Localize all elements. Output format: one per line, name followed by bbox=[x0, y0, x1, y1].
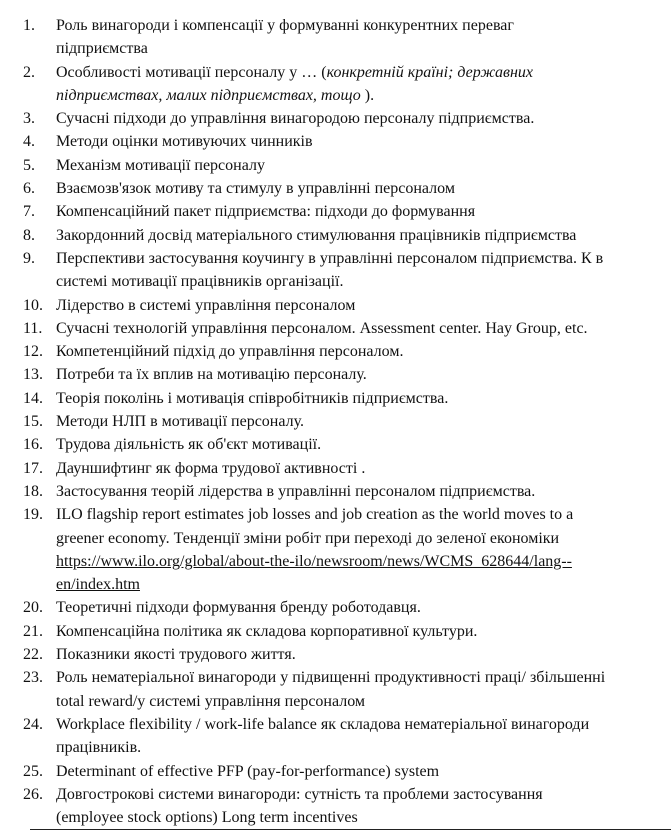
item-text-cont: total reward/у системі управління персоналом bbox=[56, 692, 366, 710]
item-text-line bbox=[56, 61, 671, 84]
item-number: 12. bbox=[23, 343, 43, 361]
list-item bbox=[0, 433, 671, 456]
page-bottom-rule bbox=[30, 829, 671, 830]
item-number: 5. bbox=[23, 156, 35, 174]
item-text-cont: підприємства bbox=[56, 40, 148, 58]
item-number: 14. bbox=[23, 389, 43, 407]
item-number: 25. bbox=[23, 762, 43, 780]
list-item bbox=[0, 480, 671, 503]
list-item bbox=[0, 387, 671, 410]
list-item bbox=[0, 61, 671, 108]
item-text-cont: greener economy. Тенденції зміни робіт при переході до зеленої економіки bbox=[56, 529, 560, 547]
item-number: 9. bbox=[23, 249, 35, 267]
list-item bbox=[0, 294, 671, 317]
list-item bbox=[0, 760, 671, 783]
list-item bbox=[0, 783, 671, 830]
list-item bbox=[0, 14, 671, 61]
item-number: 23. bbox=[23, 669, 43, 687]
item-text: Компенсаційна політика як складова корпоративної культури. bbox=[56, 622, 478, 640]
item-number: 10. bbox=[23, 296, 43, 314]
list-item bbox=[0, 224, 671, 247]
item-text: Особливості мотивації персоналу у … ( bbox=[56, 63, 327, 81]
list-item bbox=[0, 340, 671, 363]
item-text: Взаємозв'язок мотиву та стимулу в управлінні персоналом bbox=[56, 180, 455, 198]
item-text: Закордонний досвід матеріального стимулювання працівників підприємства bbox=[56, 226, 577, 244]
item-text: Компенсаційний пакет підприємства: підходи до формування bbox=[56, 203, 476, 221]
item-number: 15. bbox=[23, 413, 43, 431]
item-text-cont: (employee stock options) Long term incentives bbox=[56, 809, 358, 827]
item-number: 22. bbox=[23, 646, 43, 664]
item-text: Роль винагороди і компенсації у формуванні конкурентних переваг bbox=[56, 17, 514, 34]
list-item bbox=[0, 620, 671, 643]
list-item bbox=[0, 130, 671, 153]
list-item bbox=[0, 643, 671, 666]
item-text: Методи НЛП в мотивації персоналу. bbox=[56, 413, 304, 431]
ilo-report-link-cont[interactable]: en/index.htm bbox=[56, 576, 140, 594]
list-item bbox=[0, 107, 671, 130]
item-number: 8. bbox=[23, 226, 35, 244]
item-number: 6. bbox=[23, 180, 35, 198]
item-text: Теоретичні підходи формування бренду роботодавця. bbox=[56, 599, 421, 617]
list-item bbox=[0, 596, 671, 619]
item-text: Перспективи застосування коучингу в управлінні персоналом підприємства. К в bbox=[56, 249, 604, 267]
list-item bbox=[0, 154, 671, 177]
item-number: 2. bbox=[23, 63, 35, 81]
item-number: 3. bbox=[23, 110, 35, 128]
item-text-italic: підприємствах, малих підприємствах, тощо bbox=[56, 86, 361, 104]
list-item bbox=[0, 410, 671, 433]
item-number: 19. bbox=[23, 506, 43, 524]
item-text-cont: системі мотивації працівників організації. bbox=[56, 273, 344, 291]
item-text: Механізм мотивації персоналу bbox=[56, 156, 265, 174]
item-text-line bbox=[56, 84, 671, 107]
item-text: ILO flagship report estimates job losses and job creation as the world moves to a bbox=[56, 506, 574, 524]
item-text: Потреби та їх вплив на мотивацію персоналу. bbox=[56, 366, 367, 384]
item-number: 20. bbox=[23, 599, 43, 617]
item-number: 4. bbox=[23, 133, 35, 151]
list-item bbox=[0, 503, 671, 596]
list-item bbox=[0, 363, 671, 386]
item-text-italic: конкретній країні; державних bbox=[326, 63, 533, 81]
item-text: Сучасні підходи до управління винагородою персоналу підприємства. bbox=[56, 110, 535, 128]
item-text: ). bbox=[360, 86, 375, 104]
item-number: 13. bbox=[23, 366, 43, 384]
list-item bbox=[0, 666, 671, 713]
ilo-report-link[interactable]: https://www.ilo.org/global/about-the-ilo/newsroom/news/WCMS_628644/lang-- bbox=[56, 552, 572, 570]
item-text: Determinant of effective PFP (pay-for-performance) system bbox=[56, 762, 440, 780]
item-text: Компетенційний підхід до управління персоналом. bbox=[56, 343, 404, 361]
list-item bbox=[0, 457, 671, 480]
topic-list bbox=[0, 14, 671, 829]
item-number: 26. bbox=[23, 785, 43, 803]
document-page bbox=[0, 14, 671, 829]
item-text: Лідерство в системі управління персоналом bbox=[56, 296, 356, 314]
item-text: Методи оцінки мотивуючих чинників bbox=[56, 133, 313, 151]
item-number: 18. bbox=[23, 482, 43, 500]
item-text: Показники якості трудового життя. bbox=[56, 646, 296, 664]
item-text: Роль нематеріальної винагороди у підвищенні продуктивності праці/ збільшенні bbox=[56, 669, 606, 687]
item-text: Теорія поколінь і мотивація співробітників підприємства. bbox=[56, 389, 449, 407]
item-text: Застосування теорій лідерства в управлінні персоналом підприємства. bbox=[56, 482, 536, 500]
item-number: 21. bbox=[23, 622, 43, 640]
list-item bbox=[0, 317, 671, 340]
list-item bbox=[0, 200, 671, 223]
item-text: Workplace flexibility / work-life balance як складова нематеріальної винагороди bbox=[56, 715, 590, 733]
item-number: 11. bbox=[23, 319, 43, 337]
item-text-cont: працівників. bbox=[56, 739, 142, 757]
item-text: Сучасні технологій управління персоналом. Assessment center. Hay Group, etc. bbox=[56, 319, 588, 337]
item-number: 7. bbox=[23, 203, 35, 221]
item-number: 16. bbox=[23, 436, 43, 454]
item-number: 24. bbox=[23, 715, 43, 733]
item-text: Довгострокові системи винагороди: сутність та проблеми застосування bbox=[56, 785, 543, 803]
list-item bbox=[0, 247, 671, 294]
item-text: Трудова діяльність як об'єкт мотивації. bbox=[56, 436, 322, 454]
list-item bbox=[0, 177, 671, 200]
item-number: 17. bbox=[23, 459, 43, 477]
item-text: Дауншифтинг як форма трудової активності . bbox=[56, 459, 366, 477]
item-number: 1. bbox=[23, 17, 35, 34]
list-item bbox=[0, 713, 671, 760]
